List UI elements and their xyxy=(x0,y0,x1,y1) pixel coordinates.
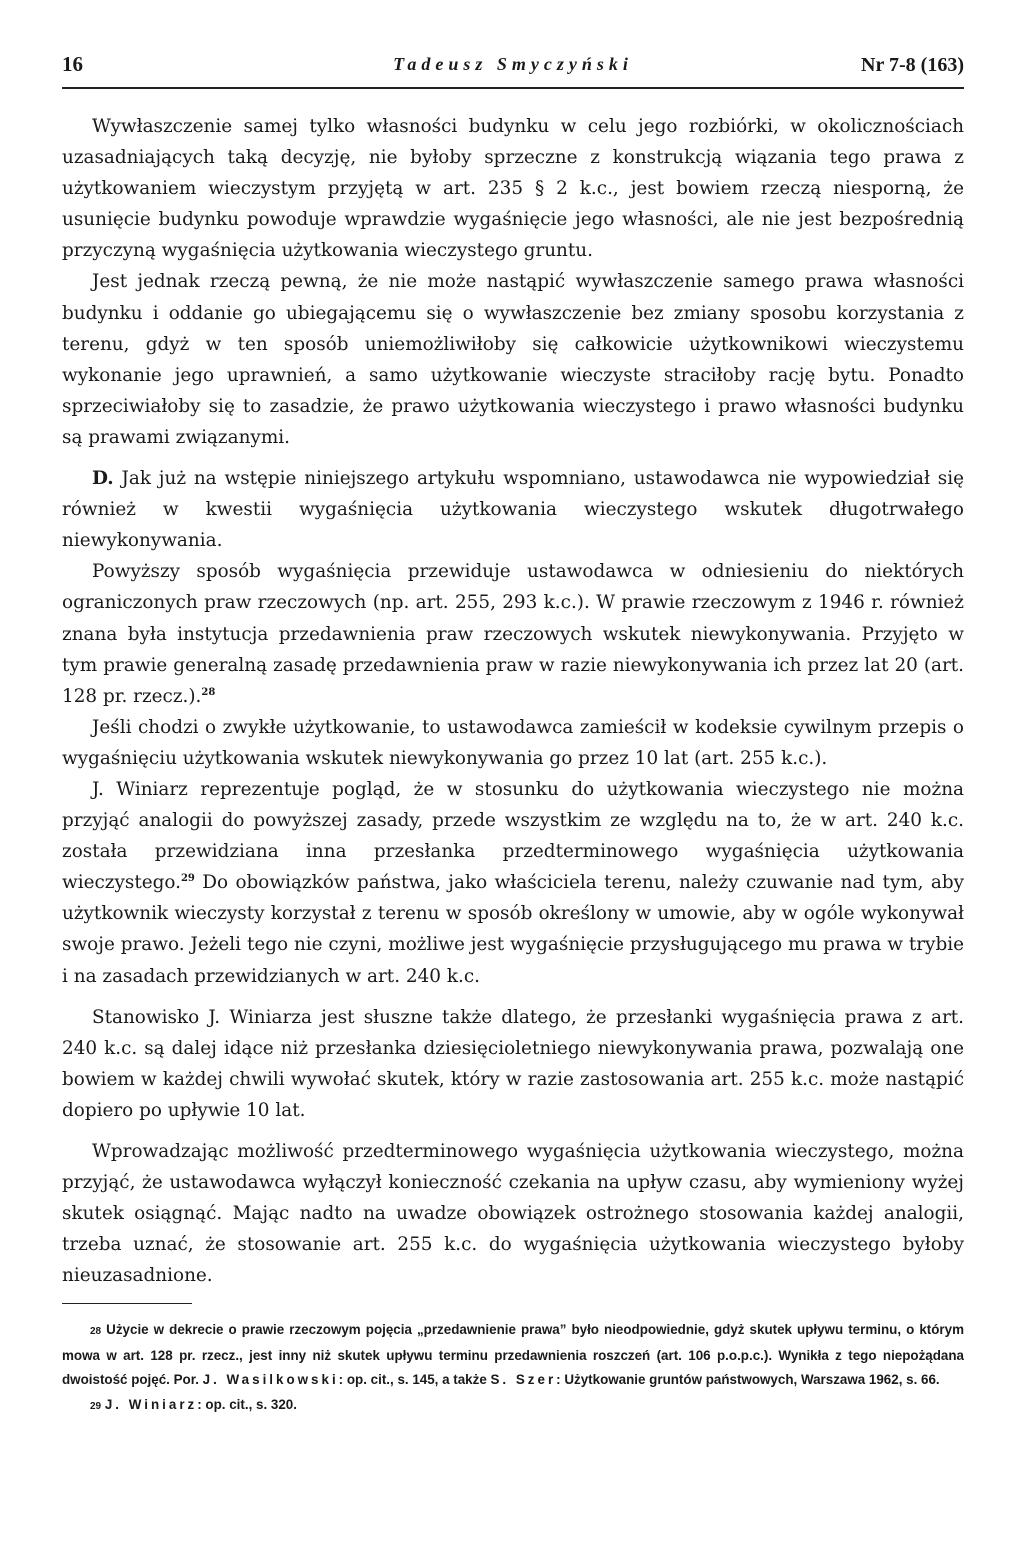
footnote-rule xyxy=(62,1303,192,1304)
paragraph-7: Stanowisko J. Winiarza jest słuszne także dlatego, że przesłanki wygaśnięcia prawa z art. 240 k.c. są dalej idące niż przesłanka dziesięcioletniego niewykonywania prawa, pozwalają one bowiem w każdej chwili wywołać skutek, który w razie zastosowania art. 255 k.c. może nastąpić dopiero po upływie 10 lat. xyxy=(62,1006,964,1121)
running-header xyxy=(62,50,964,84)
running-title-author: Tadeusz Smyczyński xyxy=(393,54,633,74)
footnote-ref-29[interactable]: 29 xyxy=(180,873,195,885)
paragraph-3 xyxy=(62,463,964,556)
page-number: 16 xyxy=(62,52,83,76)
paragraph-5: Jeśli chodzi o zwykłe użytkowanie, to ustawodawca zamieścił w kodeksie cywilnym przepis o wygaśnięciu użytkowania wskutek niewykonywania go przez 10 lat (art. 255 k.c.). xyxy=(62,716,964,769)
section-letter: D. xyxy=(92,468,114,490)
footnote-29 xyxy=(62,1393,964,1419)
header-rule xyxy=(62,87,964,89)
footnote-29-author: J. Winiarz xyxy=(104,1396,198,1412)
paragraph-8: Wprowadzając możliwość przedterminowego wygaśnięcia użytkowania wieczystego, można przyjąć, że ustawodawca wyłączył konieczność czekania na upływ czasu, aby wymieniony wyżej skutek osiągnąć. Mając nadto na uwadze obowiązek ostrożnego stosowania każdej analogii, trzeba uznać, że stosowanie art. 255 k.c. do wygaśnięcia użytkowania wieczystego byłoby nieuzasadnione. xyxy=(62,1141,964,1287)
body-text xyxy=(62,111,964,1291)
footnote-28-author-2: S. Szer xyxy=(490,1372,557,1388)
paragraph-6-text-b: Do obowiązków państwa, jako właściciela terenu, należy czuwanie nad tym, aby użytkownik wieczysty korzystał z terenu w sposób określony w umowie, aby w ogóle wykonywał swoje prawo. Jeżeli tego nie czyni, możliwe jest wygaśnięcie przysługującego mu prawa w trybie i na zasadach przewidzianych w art. 240 k.c. xyxy=(62,872,964,987)
paragraph-6 xyxy=(62,774,964,992)
footnote-ref-28[interactable]: 28 xyxy=(201,686,216,698)
issue-number: Nr 7-8 (163) xyxy=(861,54,964,76)
footnote-28-mark: 28 xyxy=(90,1326,102,1337)
paragraph-2: Jest jednak rzeczą pewną, że nie może nastąpić wywłaszczenie samego prawa własności budynku i oddanie go ubiegającemu się o wywłaszczenie bez zmiany sposobu korzystania z terenu, gdyż w ten sposób uniemożliwiłoby się całkowicie użytkownikowi wieczystemu wykonanie jego uprawnień, a samo użytkowanie wieczyste straciłoby rację bytu. Ponadto sprzeciwiałoby się to zasadzie, że prawo użytkowania wieczystego i prawo własności budynku są prawami związanymi. xyxy=(62,271,964,448)
paragraph-1: Wywłaszczenie samej tylko własności budynku w celu jego rozbiórki, w okolicznościach uzasadniających taką decyzję, nie byłoby sprzeczne z konstrukcją wiązania tego prawa z użytkowaniem wieczystym przyjętą w art. 235 § 2 k.c., jest bowiem rzeczą niesporną, że usunięcie budynku powoduje wprawdzie wygaśnięcie jego własności, ale nie jest bezpośrednią przyczyną wygaśnięcia użytkowania wieczystego gruntu. xyxy=(62,116,964,262)
paragraph-3-text: Jak już na wstępie niniejszego artykułu wspomniano, ustawodawca nie wypowiedział się również w kwestii wygaśnięcia użytkowania wieczystego wskutek długotrwałego niewykonywania. xyxy=(62,468,964,552)
paragraph-6-text-a: J. Winiarz reprezentuje pogląd, że w stosunku do użytkowania wieczystego nie można przyjąć analogii do powyższej zasady, przede wszystkim ze względu na to, że w art. 240 k.c. została przewidziana inna przesłanka przedterminowego wygaśnięcia użytkowania wieczystego. xyxy=(62,778,964,894)
footnote-28-text-c: : Użytkowanie gruntów państwowych, Warszawa 1962, s. 66. xyxy=(556,1372,940,1388)
footnotes xyxy=(62,1318,964,1419)
footnote-28-text-a: Użycie w dekrecie o prawie rzeczowym pojęcia „przedawnienie prawa” było nieodpowiednie, gdyż skutek upływu terminu, o którym mowa w art. 128 pr. rzecz., jest inny niż skutek upływu terminu przedawnienia roszczeń (art. 106 p.o.p.c.). Wynikła z tego niepożądana dwoistość pojęć. Por. xyxy=(62,1322,964,1388)
paragraph-4-text: Powyższy sposób wygaśnięcia przewiduje ustawodawca w odniesieniu do niektórych ograniczonych praw rzeczowych (np. art. 255, 293 k.c.). W prawie rzeczowym z 1946 r. również znana była instytucja przedawnienia praw rzeczowych wskutek niewykonywania. Przyjęto w tym prawie generalną zasadę przedawnienia praw w razie niewykonywania ich przez lat 20 (art. 128 pr. rzecz.). xyxy=(62,561,964,707)
footnote-29-text: : op. cit., s. 320. xyxy=(197,1396,297,1412)
footnote-28 xyxy=(62,1318,964,1393)
footnote-28-author-1: J. Wasilkowski xyxy=(202,1372,339,1388)
footnote-29-mark: 29 xyxy=(90,1400,102,1412)
footnote-28-text-b: : op. cit., s. 145, a także xyxy=(338,1372,491,1388)
paragraph-4 xyxy=(62,556,964,711)
